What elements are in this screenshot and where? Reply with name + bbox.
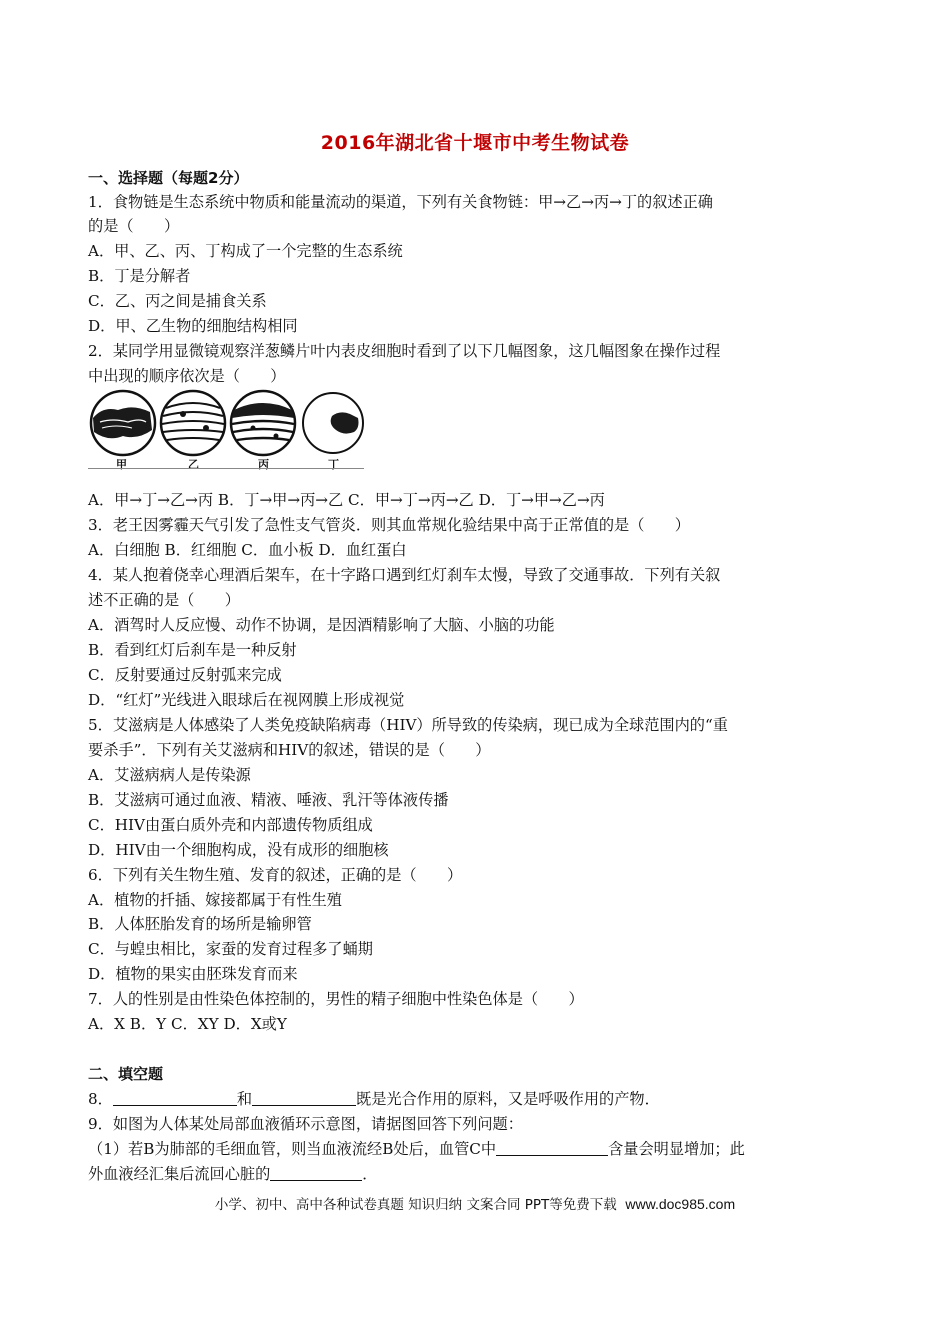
question-4-option-b: B．看到红灯后刹车是一种反射	[88, 641, 297, 659]
microscope-view-jia	[91, 391, 155, 455]
question-5-stem-cont: 要杀手”．下列有关艾滋病和HIV的叙述，错误的是（ ）	[88, 741, 491, 759]
question-4-option-d: D．“红灯”光线进入眼球后在视网膜上形成视觉	[88, 691, 405, 709]
question-9-sub-1-text-c: 外血液经汇集后流回心脏的	[88, 1165, 271, 1183]
question-6-option-b: B．人体胚胎发育的场所是输卵管	[88, 915, 312, 933]
question-5-stem: 5．艾滋病是人体感染了人类免疫缺陷病毒（HIV）所导致的传染病，现已成为全球范围内的“重	[88, 716, 728, 734]
question-6-option-a: A．植物的扦插、嫁接都属于有性生殖	[88, 891, 342, 909]
question-8-mid: 和	[236, 1090, 253, 1108]
question-8-blank-1[interactable]	[113, 1090, 237, 1106]
question-4-stem: 4．某人抱着侥幸心理酒后架车，在十字路口遇到红灯刹车太慢，导致了交通事故．下列有关叙	[88, 566, 721, 584]
question-4-option-c: C．反射要通过反射弧来完成	[88, 666, 282, 684]
figure-label-ding: 丁	[328, 458, 339, 470]
question-7-options: A．X B．Y C．XY D．X或Y	[88, 1015, 287, 1033]
footer-url[interactable]: www.doc985.com	[625, 1196, 736, 1212]
question-8-prefix: 8．	[88, 1090, 113, 1108]
question-9-blank-2[interactable]	[270, 1165, 362, 1181]
question-8	[88, 1089, 660, 1109]
microscope-view-bing	[231, 391, 295, 455]
question-1-stem: 1．食物链是生态系统中物质和能量流动的渠道，下列有关食物链：甲→乙→丙→丁的叙述正确	[88, 193, 713, 211]
question-3-options: A．白细胞 B．红细胞 C．血小板 D．血红蛋白	[88, 541, 407, 559]
microscope-view-ding	[303, 393, 363, 453]
question-9-sub-1-text-d: ．	[362, 1165, 378, 1183]
question-9-sub-1-text-a: （1）若B为肺部的毛细血管，则当血液流经B处后，血管C中	[88, 1140, 497, 1158]
question-8-blank-2[interactable]	[252, 1090, 356, 1106]
figure-baseline	[88, 468, 364, 469]
section-heading-fill: 二、填空题	[88, 1065, 164, 1083]
question-1-stem-cont: 的是（ ）	[88, 217, 180, 235]
question-5-option-d: D．HIV由一个细胞构成，没有成形的细胞核	[88, 841, 389, 859]
question-9-blank-1[interactable]	[496, 1140, 608, 1156]
question-1-option-b: B．丁是分解者	[88, 267, 191, 285]
microscope-view-yi	[161, 391, 225, 455]
question-2-stem: 2．某同学用显微镜观察洋葱鳞片叶内表皮细胞时看到了以下几幅图象，这几幅图象在操作过程	[88, 342, 721, 360]
question-9-sub-1	[88, 1139, 745, 1159]
figure-label-bing: 丙	[258, 458, 269, 470]
question-7-stem: 7．人的性别是由性染色体控制的，男性的精子细胞中性染色体是（ ）	[88, 990, 584, 1008]
microscope-views-figure	[88, 388, 364, 470]
question-5-option-c: C．HIV由蛋白质外壳和内部遗传物质组成	[88, 816, 373, 834]
question-9-sub-1-cont	[88, 1164, 377, 1184]
page-title: 2016年湖北省十堰市中考生物试卷	[320, 132, 630, 154]
question-5-option-a: A．艾滋病病人是传染源	[88, 766, 251, 784]
footer-text: 小学、初中、高中各种试卷真题 知识归纳 文案合同 PPT等免费下载	[214, 1197, 617, 1213]
question-4-option-a: A．酒驾时人反应慢、动作不协调，是因酒精影响了大脑、小脑的功能	[88, 616, 555, 634]
question-9-stem: 9．如图为人体某处局部血液循环示意图，请据图回答下列问题：	[88, 1115, 523, 1133]
question-6-option-c: C．与蝗虫相比，家蚕的发育过程多了蛹期	[88, 940, 373, 958]
question-6-option-d: D．植物的果实由胚珠发育而来	[88, 965, 298, 983]
question-8-suffix: 既是光合作用的原料，又是呼吸作用的产物．	[356, 1090, 660, 1108]
question-2-stem-cont: 中出现的顺序依次是（ ）	[88, 367, 286, 385]
question-1-option-a: A．甲、乙、丙、丁构成了一个完整的生态系统	[88, 242, 403, 260]
question-3-stem: 3．老王因雾霾天气引发了急性支气管炎．则其血常规化验结果中高于正常值的是（ ）	[88, 516, 690, 534]
question-1-option-d: D．甲、乙生物的细胞结构相同	[88, 317, 298, 335]
section-heading-choice: 一、选择题（每题2分）	[88, 169, 249, 187]
figure-label-jia: 甲	[116, 458, 127, 470]
page-footer	[0, 1193, 950, 1213]
question-5-option-b: B．艾滋病可通过血液、精液、唾液、乳汗等体液传播	[88, 791, 449, 809]
question-9-sub-1-text-b: 含量会明显增加；此	[608, 1140, 745, 1158]
figure-label-yi: 乙	[188, 458, 199, 470]
question-4-stem-cont: 述不正确的是（ ）	[88, 591, 240, 609]
question-1-option-c: C．乙、丙之间是捕食关系	[88, 292, 267, 310]
question-6-stem: 6．下列有关生物生殖、发育的叙述，正确的是（ ）	[88, 866, 463, 884]
question-2-options: A．甲→丁→乙→丙 B．丁→甲→丙→乙 C．甲→丁→丙→乙 D．丁→甲→乙→丙	[88, 491, 605, 509]
